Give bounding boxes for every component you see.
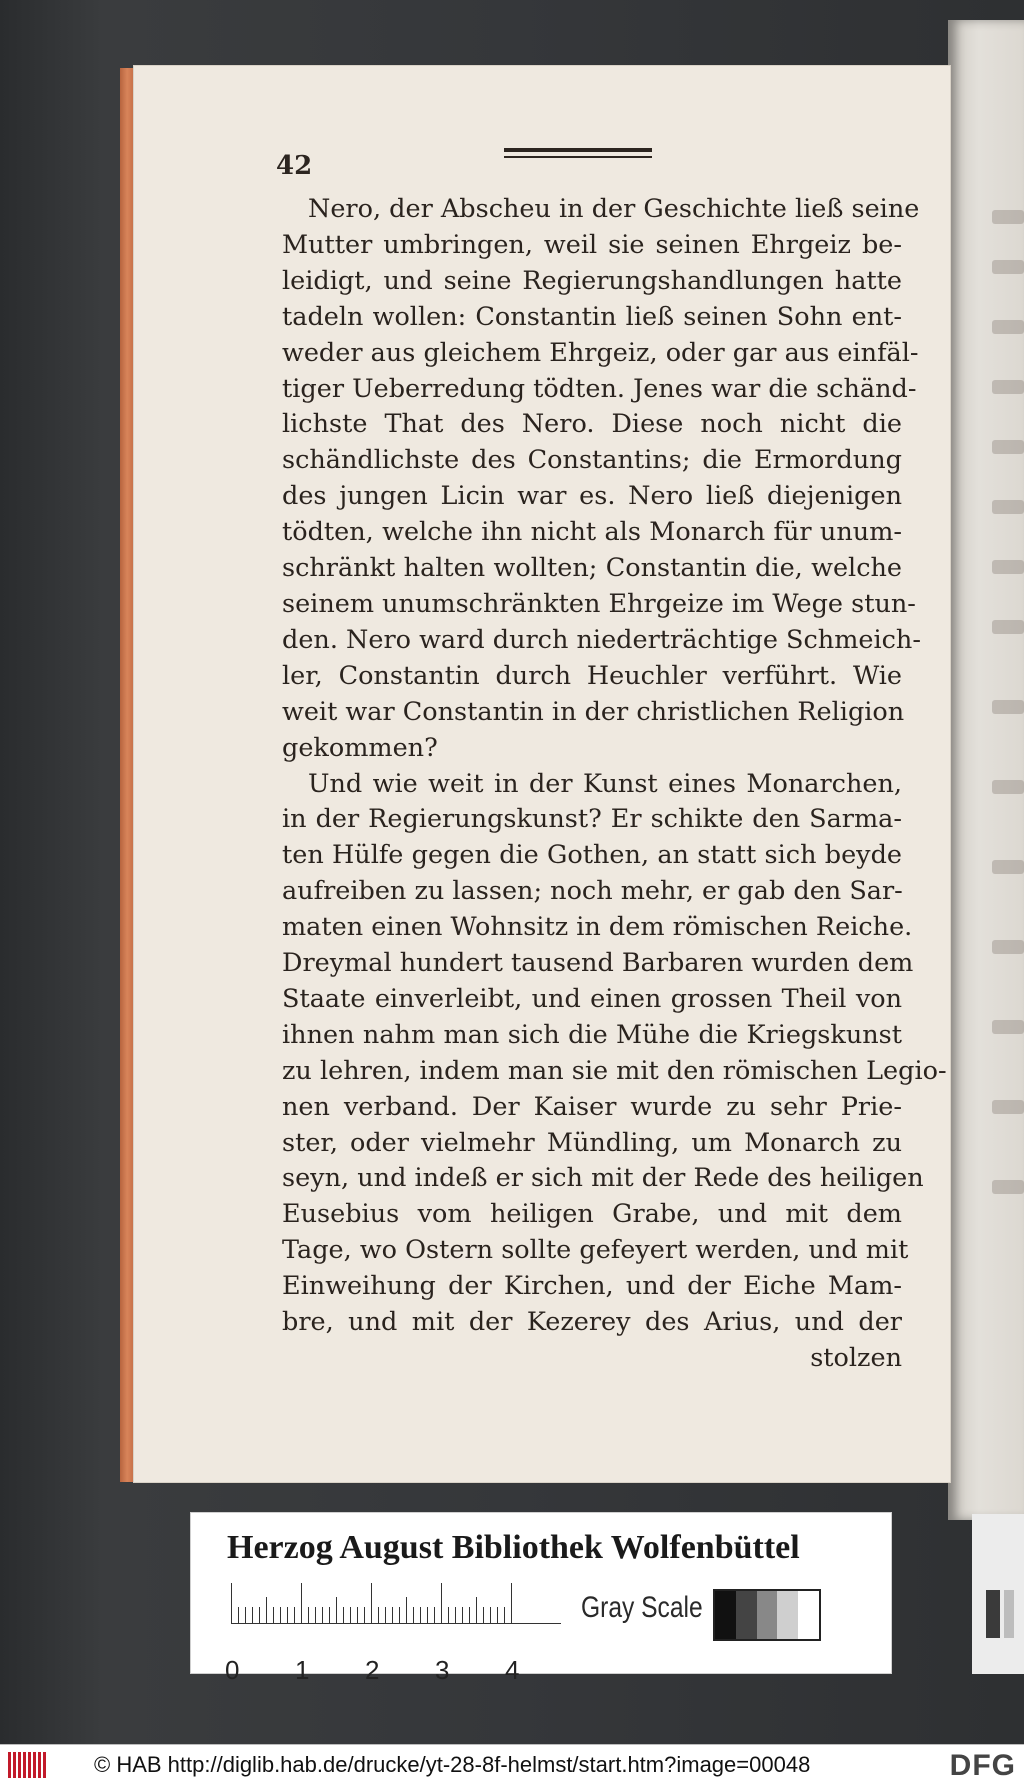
ruler-tick [329, 1607, 330, 1623]
ruler-tick [350, 1607, 351, 1623]
ruler-tick [434, 1607, 435, 1623]
ruler-tick [357, 1607, 358, 1623]
text-line: Eusebius vom heiligen Grabe, und mit dem [282, 1199, 902, 1230]
ruler-tick [378, 1607, 379, 1623]
ruler-tick [322, 1607, 323, 1623]
ruler-tick [483, 1607, 484, 1623]
page-number: 42 [276, 151, 313, 181]
text-line: weder aus gleichem Ehrgeiz, oder gar aus einfäl- [282, 337, 919, 368]
ruler-tick [420, 1607, 421, 1623]
text-line: des jungen Licin war es. Nero ließ diejenigen [282, 481, 902, 512]
ruler-tick [315, 1607, 316, 1623]
ruler-tick [273, 1607, 274, 1623]
gray-swatch [777, 1591, 798, 1639]
ghost-text [992, 560, 1024, 574]
ruler-tick [371, 1583, 372, 1623]
ruler-tick [287, 1607, 288, 1623]
text-line: weit war Constantin in der christlichen Religion [282, 696, 905, 727]
measurement-ruler [231, 1587, 561, 1643]
ruler-tick [231, 1583, 232, 1623]
book-page [134, 66, 950, 1482]
text-line: ten Hülfe gegen die Gothen, an statt sich beyde [282, 840, 902, 871]
text-line: Mutter umbringen, weil sie seinen Ehrgeiz be- [282, 229, 902, 260]
ruler-tick [294, 1607, 295, 1623]
ghost-text [992, 1020, 1024, 1034]
text-line: Dreymal hundert tausend Barbaren wurden dem [282, 948, 914, 979]
ghost-text [992, 260, 1024, 274]
ghost-text [992, 700, 1024, 714]
ruler-tick [336, 1597, 337, 1623]
text-line: Einweihung der Kirchen, und der Eiche Mam- [282, 1271, 902, 1302]
ruler-tick [413, 1607, 414, 1623]
dfg-logo: DFG [949, 1749, 1016, 1782]
ruler-tick [301, 1583, 302, 1623]
text-line: Und wie weit in der Kunst eines Monarchen, [308, 768, 902, 799]
text-line: schändlichste des Constantins; die Ermordung [282, 445, 902, 476]
text-line: in der Regierungskunst? Er schikte den Sarma- [282, 804, 902, 835]
ruler-tick [280, 1607, 281, 1623]
ruler-tick [462, 1607, 463, 1623]
ruler-tick [448, 1607, 449, 1623]
text-line: Nero, der Abscheu in der Geschichte ließ seine [308, 194, 920, 224]
ruler-tick [392, 1607, 393, 1623]
ghost-text [992, 860, 1024, 874]
gray-swatch [736, 1591, 757, 1639]
ruler-tick [511, 1583, 512, 1623]
text-line: stolzen [810, 1343, 902, 1373]
ruler-tick [259, 1607, 260, 1623]
ruler-tick [399, 1607, 400, 1623]
ruler-tick [504, 1607, 505, 1623]
ruler-tick [490, 1607, 491, 1623]
text-line: seinem unumschränkten Ehrgeize im Wege stun- [282, 588, 916, 619]
ruler-number: 3 [435, 1655, 450, 1685]
text-line: Staate einverleibt, und einen grossen Theil von [282, 983, 902, 1014]
page-text [282, 192, 947, 1377]
gray-swatch [715, 1591, 736, 1639]
text-line: gekommen? [282, 732, 438, 763]
ruler-tick [385, 1607, 386, 1623]
ghost-text [992, 500, 1024, 514]
footer-bar [0, 1744, 1024, 1785]
text-line: Tage, wo Ostern sollte gefeyert werden, und mit [282, 1235, 909, 1266]
adjacent-card [972, 1514, 1024, 1674]
ghost-text [992, 440, 1024, 454]
source-url[interactable]: © HAB http://diglib.hab.de/drucke/yt-28-8f-helmst/start.htm?image=00048 [94, 1752, 811, 1777]
ruler-tick [469, 1607, 470, 1623]
library-title: Herzog August Bibliothek Wolfenbüttel [227, 1529, 800, 1566]
text-line: leidigt, und seine Regierungshandlungen hatte [282, 265, 902, 296]
gray-swatch [757, 1591, 778, 1639]
ruler-tick [476, 1597, 477, 1623]
ruler-tick [245, 1607, 246, 1623]
ghost-text [992, 210, 1024, 224]
gray-scale-label: Gray Scale [581, 1591, 703, 1624]
ruler-tick [406, 1597, 407, 1623]
text-line: nen verband. Der Kaiser wurde zu sehr Prie- [282, 1091, 902, 1122]
hab-logo-icon [8, 1752, 48, 1778]
ruler-tick [266, 1597, 267, 1623]
text-line: den. Nero ward durch niederträchtige Schmeich- [282, 624, 921, 655]
text-line: ster, oder vielmehr Mündling, um Monarch zu [282, 1127, 902, 1158]
ruler-tick [308, 1607, 309, 1623]
text-line: aufreiben zu lassen; noch mehr, er gab den Sar- [282, 876, 903, 907]
ghost-text [992, 380, 1024, 394]
ruler-number: 0 [225, 1655, 240, 1685]
ruler-tick [427, 1607, 428, 1623]
ruler-tick [441, 1583, 442, 1623]
ghost-text [992, 940, 1024, 954]
ruler-number: 2 [365, 1655, 380, 1685]
gray-scale-swatch [713, 1589, 821, 1641]
text-line: tiger Ueberredung tödten. Jenes war die schänd- [282, 373, 917, 404]
library-card [190, 1512, 892, 1685]
ghost-text [992, 620, 1024, 634]
adjacent-page [948, 20, 1024, 1520]
gray-swatch [798, 1591, 819, 1639]
text-line: maten einen Wohnsitz in dem römischen Reiche. [282, 912, 913, 943]
text-line: ihnen nahm man sich die Mühe die Kriegskunst [282, 1019, 902, 1050]
ghost-text [992, 1100, 1024, 1114]
ruler-tick [238, 1607, 239, 1623]
ruler-tick [364, 1607, 365, 1623]
text-line: seyn, und indeß er sich mit der Rede des heiligen [282, 1163, 924, 1194]
text-line: tödten, welche ihn nicht als Monarch für unum- [282, 517, 902, 548]
ruler-tick [497, 1607, 498, 1623]
ruler-number: 1 [295, 1655, 310, 1685]
ghost-text [992, 1180, 1024, 1194]
text-line: ler, Constantin durch Heuchler verführt. Wie [282, 660, 902, 691]
header-rule [504, 148, 652, 162]
ruler-tick [343, 1607, 344, 1623]
text-line: tadeln wollen: Constantin ließ seinen Sohn ent- [282, 301, 902, 332]
text-line: bre, und mit der Kezerey des Arius, und der [282, 1307, 902, 1338]
text-line: schränkt halten wollten; Constantin die, welche [282, 553, 902, 584]
ghost-text [992, 320, 1024, 334]
ruler-number: 4 [505, 1655, 520, 1685]
ruler-tick [455, 1607, 456, 1623]
ruler-tick [252, 1607, 253, 1623]
text-line: lichste That des Nero. Diese noch nicht die [282, 409, 902, 440]
text-line: zu lehren, indem man sie mit den römischen Legio- [282, 1055, 947, 1086]
ghost-text [992, 780, 1024, 794]
